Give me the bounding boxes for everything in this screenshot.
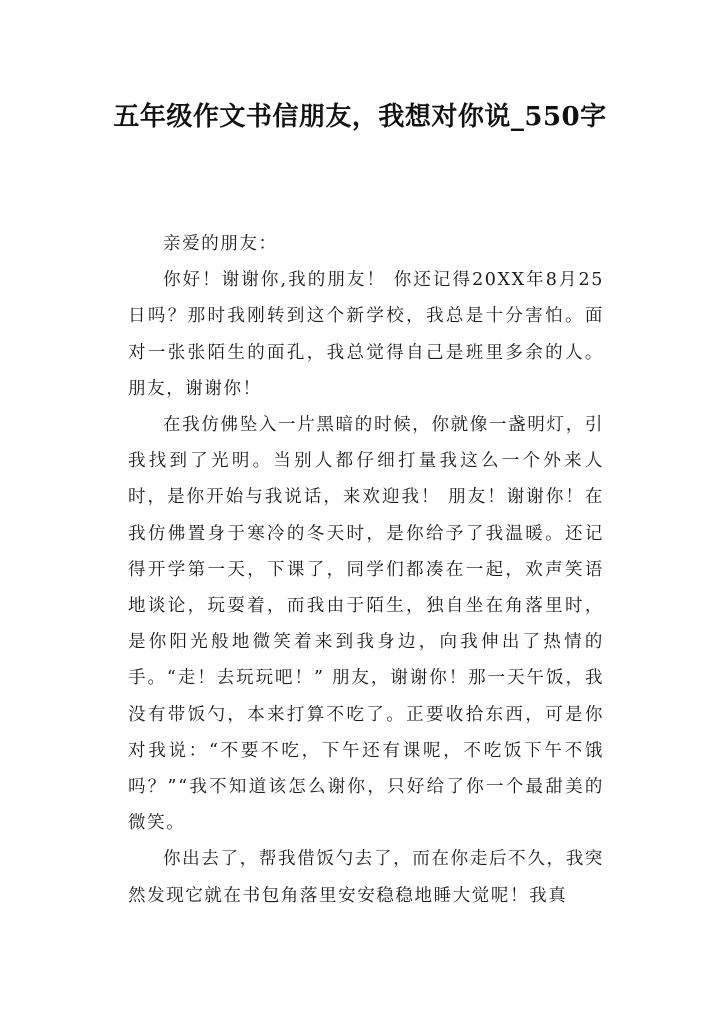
letter-salutation: 亲爱的朋友： (163, 234, 278, 254)
letter-body (128, 226, 604, 914)
document-title: 五年级作文书信朋友，我想对你说_550字 (113, 102, 607, 132)
paragraph-2: 在我仿佛坠入一片黑暗的时候，你就像一盏明灯，引我找到了光明。当别人都仔细打量我这么一个外来人时，是你开始与我说话，来欢迎我！ 朋友！谢谢你！在我仿佛置身于寒冷的冬天时，是你给予了我温暖。还记得开学第一天，下课了，同学们都凑在一起，欢声笑语地谈论，玩耍着，而我由于陌生，独自坐在角落里时，是你阳光般地微笑着来到我身边，向我伸出了热情的手。“走！去玩玩吧！” 朋友，谢谢你！那一天午饭，我没有带饭勺，本来打算不吃了。正要收拾东西，可是你对我说：“不要不吃，下午还有课呢，不吃饭下午不饿吗？”“我不知道该怎么谢你，只好给了你一个最甜美的微笑。 (128, 415, 604, 834)
paragraph-3: 你出去了，帮我借饭勺去了，而在你走后不久，我突然发现它就在书包角落里安安稳稳地睡大觉呢！我真 (128, 849, 604, 906)
paragraph-1: 你好！谢谢你,我的朋友！ 你还记得20XX年8月25日吗？那时我刚转到这个新学校，我总是十分害怕。面对一张张陌生的面孔，我总觉得自己是班里多余的人。朋友，谢谢你！ (128, 270, 604, 399)
